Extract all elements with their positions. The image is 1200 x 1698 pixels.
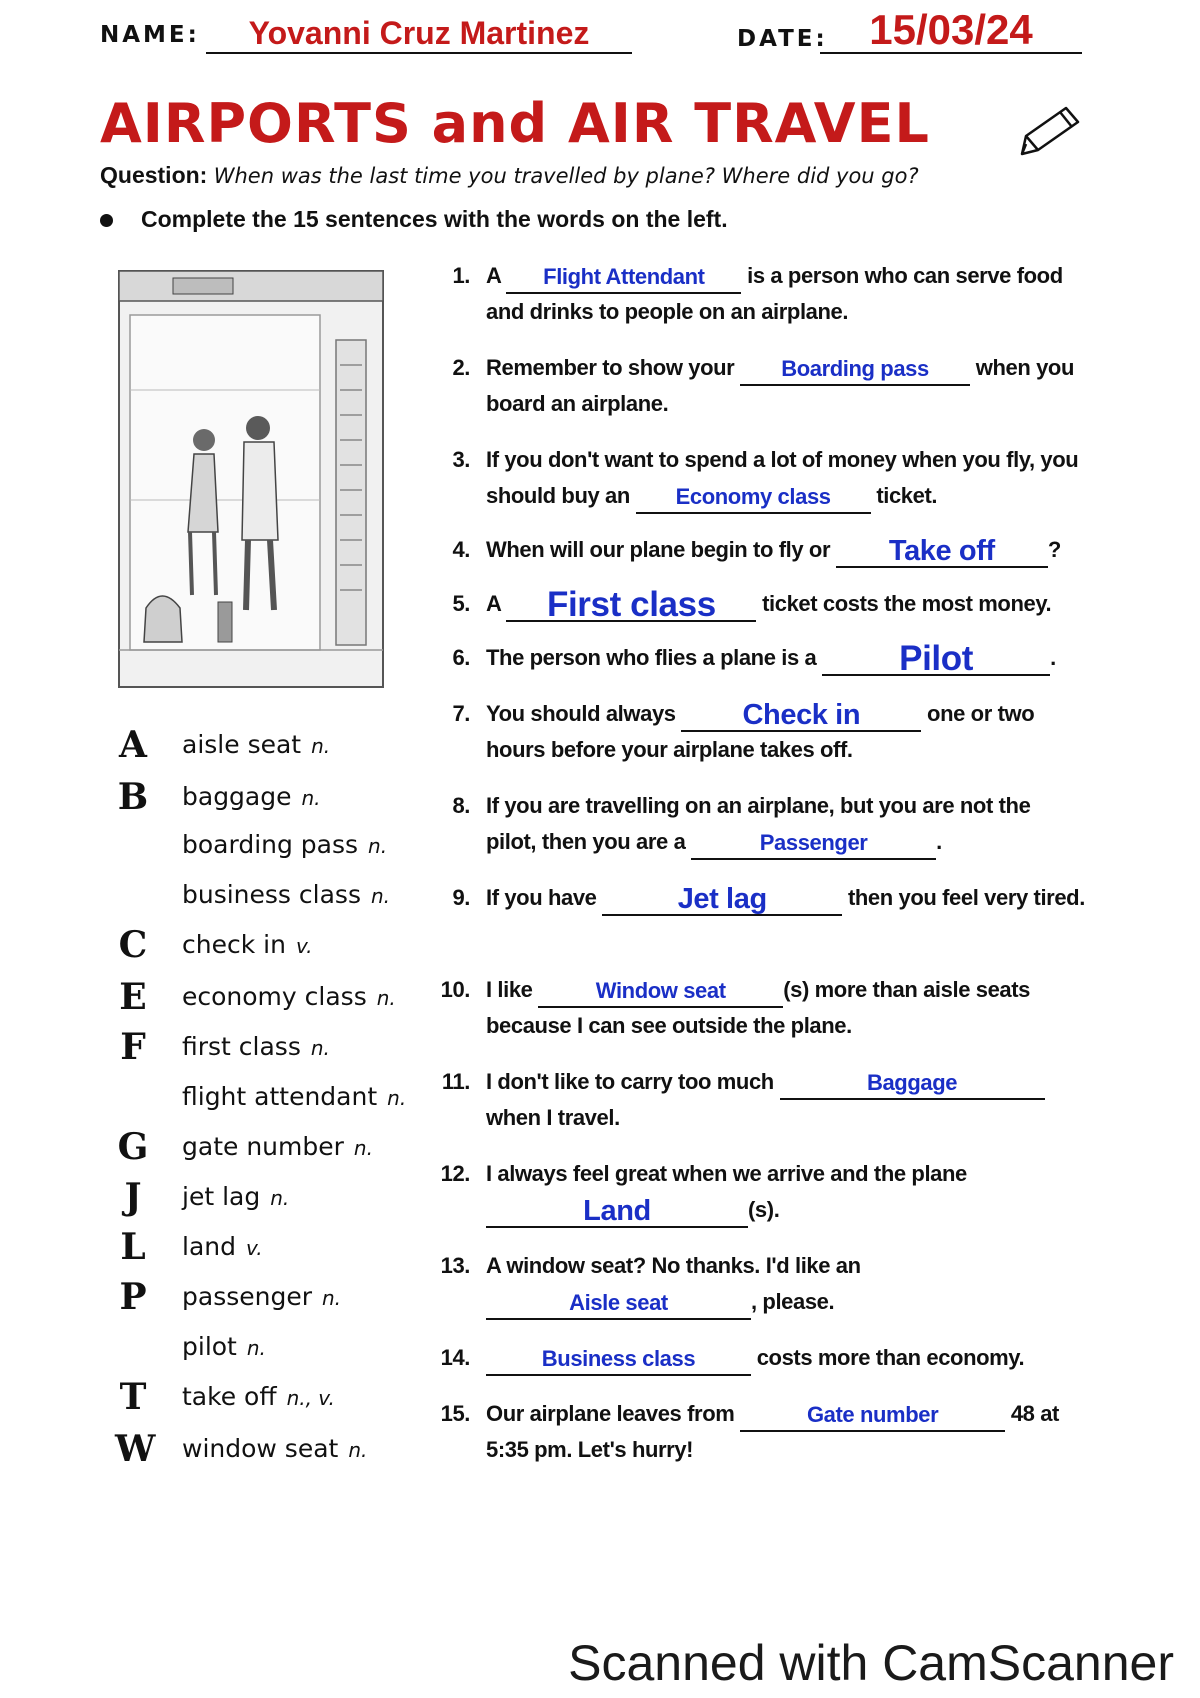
worksheet-title: AIRPORTS and AIR TRAVEL [100,92,930,155]
word-bank-pos: v. [245,1236,263,1260]
question-text-after: when I travel. [486,1105,620,1130]
question-number: 7. [452,701,470,726]
question-text-after: 48 at 5:35 pm. Let's hurry! [486,1401,1059,1462]
word-bank-word: boarding pass [182,830,359,859]
word-bank-word: first class [182,1032,301,1061]
answer-blank[interactable]: Gate number [740,1400,1005,1432]
word-bank-word: window seat [182,1434,339,1463]
answer-blank[interactable]: Land [486,1196,748,1228]
word-bank-pos: n. [348,1438,368,1462]
question-text-before: A [486,263,507,288]
question-number: 10. [440,977,470,1002]
word-bank-letter: C [118,924,148,966]
word-bank-pos: n. [246,1336,266,1360]
question-text-before: I don't like to carry too much [486,1069,780,1094]
answer-blank[interactable]: First class [506,590,756,622]
camscanner-watermark: Scanned with CamScanner [568,1635,1174,1691]
question-text-before: A [486,591,507,616]
word-bank-letter: F [120,1026,146,1068]
answer-blank[interactable]: Jet lag [602,884,842,916]
question-text-before: If you are travelling on an airplane, but you are not the pilot, then you are a [486,793,1031,854]
word-bank-letter: T [119,1376,147,1418]
word-bank-item [115,1224,415,1270]
question-number: 11. [441,1069,470,1094]
word-bank-word: business class [182,880,361,909]
name-value: Yovanni Cruz Martinez [206,14,632,54]
question-text-before: If you have [486,885,603,910]
word-bank-item [115,822,415,868]
question-text-after: then you feel very tired. [842,885,1085,910]
question-text-after: . [936,829,942,854]
word-bank-item [115,974,415,1020]
question-line [100,162,919,189]
word-bank-item [115,1174,415,1220]
word-bank-letter: E [119,976,147,1018]
word-bank-pos: n. [353,1136,373,1160]
word-bank-word: aisle seat [182,730,302,759]
question-number: 14. [440,1345,470,1370]
word-bank-pos: n. [311,734,331,758]
question-text-after: is a person who can serve food and drinks to people on an airplane. [486,263,1063,324]
word-bank-word: economy class [182,982,367,1011]
answer-blank[interactable]: Economy class [636,482,871,514]
word-bank-word: gate number [182,1132,344,1161]
word-bank-pos: n. [301,786,321,810]
question-text-after: ticket costs the most money. [756,591,1052,616]
answer-blank[interactable]: Window seat [538,976,783,1008]
word-bank-word: baggage [182,782,292,811]
bullet-icon [100,214,113,227]
question-number: 4. [452,537,470,562]
word-bank-word: take off [182,1382,277,1411]
question-number: 3. [452,447,470,472]
word-bank-pos: n. [370,884,391,908]
question-number: 9. [452,885,470,910]
answer-blank[interactable]: Passenger [691,828,936,860]
question-text-before: I like [486,977,539,1002]
instruction-text: Complete the 15 sentences with the words on the left. [141,206,728,232]
word-bank-pos: n., v. [286,1386,335,1410]
question-label: Question: [100,162,208,188]
word-bank-item [115,1324,415,1370]
question-text-after: one or two hours before your airplane takes off. [486,701,1035,762]
word-bank-word: jet lag [182,1182,261,1211]
question-text-after: ticket. [870,483,938,508]
question-text-after: , please. [751,1289,835,1314]
word-bank-item [115,1024,415,1070]
answer-blank[interactable]: Check in [681,700,921,732]
date-value: 15/03/24 [820,8,1082,54]
word-bank-item [115,872,415,918]
question-text-after: (s) more than aisle seats because I can see outside the plane. [486,977,1031,1038]
date-label: DATE: [737,26,828,52]
answer-blank[interactable]: Business class [486,1344,751,1376]
question-number: 1. [452,263,470,288]
question-number: 8. [452,793,470,818]
question-number: 5. [452,591,470,616]
word-bank-pos: n. [387,1086,407,1110]
word-bank-letter: P [119,1276,147,1318]
word-bank-letter: A [119,724,147,766]
pencil-icon [1012,100,1084,156]
word-bank-item [115,774,415,820]
word-bank-word: land [182,1232,236,1261]
question-text-before: Our airplane leaves from [486,1401,741,1426]
word-bank-letter: B [117,776,149,818]
answer-blank[interactable]: Boarding pass [740,354,970,386]
answer-blank[interactable]: Pilot [822,644,1050,676]
question-number: 13. [440,1253,470,1278]
question-text-before: When will our plane begin to fly or [486,537,836,562]
question-text-before: The person who flies a plane is a [486,645,823,670]
question-number: 2. [452,355,470,380]
name-label: NAME: [100,22,200,48]
instruction [100,206,728,233]
question-text-before: A window seat? No thanks. I'd like an [486,1253,861,1278]
answer-blank[interactable]: Flight Attendant [506,262,741,294]
airport-photo [118,270,384,688]
answer-blank[interactable]: Baggage [780,1068,1045,1100]
word-bank-item [115,1274,415,1320]
word-bank-item [115,1374,415,1420]
word-bank-letter: W [115,1428,156,1470]
word-bank-item [115,1074,415,1120]
word-bank-item [115,722,415,768]
word-bank-pos: n. [322,1286,342,1310]
word-bank-item [115,1426,415,1472]
word-bank-letter: G [117,1126,149,1168]
question-number: 6. [452,645,470,670]
question-number: 15. [440,1401,470,1426]
question-text-before: If you don't want to spend a lot of money when you fly, you should buy an [486,447,1079,508]
answer-blank[interactable]: Aisle seat [486,1288,751,1320]
word-bank-word: passenger [182,1282,312,1311]
word-bank-word: check in [182,930,286,959]
word-bank-pos: n. [368,834,388,858]
word-bank-letter: J [124,1176,142,1218]
question-text-after: costs more than economy. [751,1345,1025,1370]
word-bank-letter: L [120,1226,146,1268]
word-bank-item [115,922,415,968]
question-text-before: I always feel great when we arrive and the plane [486,1161,967,1186]
question-text-after: when you board an airplane. [486,355,1074,416]
question-text-after: (s). [748,1197,780,1222]
question-text-after: ? [1047,537,1061,562]
word-bank-pos: n. [310,1036,330,1060]
question-text-before: Remember to show your [486,355,741,380]
word-bank-pos: n. [270,1186,290,1210]
word-bank-pos: v. [295,934,313,958]
answer-blank[interactable]: Take off [836,536,1048,568]
question-text-before: You should always [486,701,682,726]
question-number: 12. [440,1161,470,1186]
question-text-after: . [1050,645,1056,670]
word-bank-word: flight attendant [182,1082,378,1111]
word-bank-pos: n. [376,986,396,1010]
question-text: When was the last time you travelled by plane? Where did you go? [213,164,919,188]
word-bank-word: pilot [182,1332,237,1361]
word-bank-item [115,1124,415,1170]
